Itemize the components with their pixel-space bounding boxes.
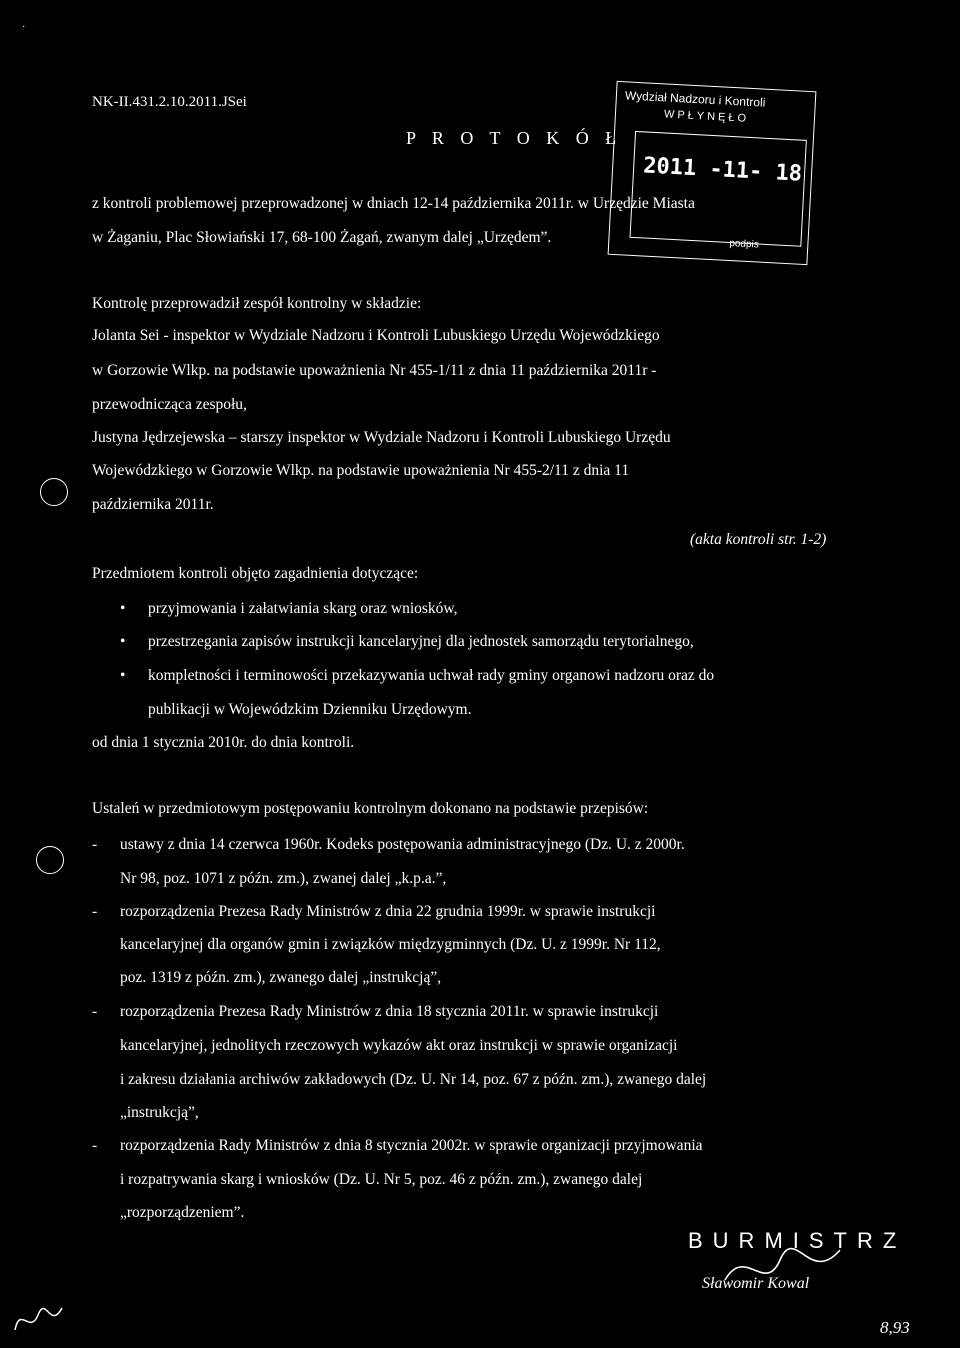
subject-item-1: przyjmowania i załatwiania skarg oraz wniosków,: [148, 600, 458, 617]
member2-line-2: Wojewódzkiego w Gorzowie Wlkp. na podstawie upoważnienia Nr 455-2/11 z dnia 11: [92, 462, 630, 479]
member1-line-1: Jolanta Sei - inspektor w Wydziale Nadzoru i Kontroli Lubuskiego Urzędu Wojewódzkiego: [92, 327, 660, 344]
document-title: P R O T O K Ó Ł: [406, 128, 623, 148]
member1-line-2: w Gorzowie Wlkp. na podstawie upoważnienia Nr 455-1/11 z dnia 11 października 2011r -: [92, 362, 657, 379]
basis-item-4-line-1: rozporządzenia Rady Ministrów z dnia 8 stycznia 2002r. w sprawie organizacji przyjmowania: [120, 1137, 703, 1154]
page-marker: 8,93: [880, 1318, 910, 1337]
stamp-received: WPŁYNĘŁO: [663, 108, 750, 125]
initials-signature: [10, 1300, 70, 1340]
basis-item-3-line-1: rozporządzenia Prezesa Rady Ministrów z dnia 18 stycznia 2011r. w sprawie instrukcji: [120, 1003, 659, 1020]
bullet-marker: •: [120, 667, 126, 684]
subject-heading: Przedmiotem kontroli objęto zagadnienia dotyczące:: [92, 565, 419, 582]
stamp-signature-label: podpis: [729, 238, 760, 251]
subject-item-2: przestrzegania zapisów instrukcji kancelaryjnej dla jednostek samorządu terytorialnego,: [148, 633, 694, 650]
basis-item-2-line-3: poz. 1319 z późn. zm.), zwanego dalej „instrukcją”,: [120, 969, 442, 986]
punch-hole: [36, 846, 64, 874]
subject-item-3-cont: publikacji w Wojewódzkim Dzienniku Urzędowym.: [148, 701, 472, 718]
dash-marker: -: [92, 903, 98, 920]
stamp-office: Wydział Nadzoru i Kontroli: [624, 88, 766, 110]
member1-line-3: przewodnicząca zespołu,: [92, 396, 247, 413]
stamp-date: 2011 -11- 18: [642, 153, 803, 187]
dash-marker: -: [92, 1137, 98, 1154]
basis-item-4-line-2: i rozpatrywania skarg i wniosków (Dz. U. Nr 5, poz. 46 z późn. zm.), zwanego dalej: [120, 1171, 643, 1188]
dash-marker: -: [92, 1003, 98, 1020]
basis-heading: Ustaleń w przedmiotowym postępowaniu kontrolnym dokonano na podstawie przepisów:: [92, 800, 649, 817]
mayor-stamp: BURMISTRZ: [688, 1228, 907, 1253]
akta-note: (akta kontroli str. 1-2): [690, 531, 827, 548]
mayor-name: Sławomir Kowal: [702, 1275, 810, 1292]
basis-item-3-line-4: „instrukcją”,: [120, 1104, 199, 1121]
subject-period: od dnia 1 stycznia 2010r. do dnia kontroli.: [92, 734, 355, 751]
bullet-marker: •: [120, 600, 126, 617]
reference-number: NK-II.431.2.10.2011.JSei: [92, 94, 247, 110]
basis-item-1-line-1: ustawy z dnia 14 czerwca 1960r. Kodeks postępowania administracyjnego (Dz. U. z 2000r.: [120, 836, 685, 853]
intro-line-2: w Żaganiu, Plac Słowiański 17, 68-100 Żagań, zwanym dalej „Urzędem”.: [92, 229, 552, 246]
subject-item-3: kompletności i terminowości przekazywania uchwał rady gminy organowi nadzoru oraz do: [148, 667, 715, 684]
team-heading: Kontrolę przeprowadził zespół kontrolny w składzie:: [92, 295, 422, 312]
mayor-signature: [720, 1240, 850, 1300]
scan-mark: ·: [22, 22, 26, 33]
basis-item-2-line-2: kancelaryjnej dla organów gmin i związków międzygminnych (Dz. U. z 1999r. Nr 112,: [120, 936, 661, 953]
basis-item-3-line-3: i zakresu działania archiwów zakładowych (Dz. U. Nr 14, poz. 67 z późn. zm.), zwanego dalej: [120, 1071, 707, 1088]
punch-hole: [40, 478, 68, 506]
basis-item-4-line-3: „rozporządzeniem”.: [120, 1204, 245, 1221]
dash-marker: -: [92, 836, 98, 853]
intro-line-1: z kontroli problemowej przeprowadzonej w dniach 12-14 października 2011r. w Urzędzie Miasta: [92, 195, 695, 212]
basis-item-3-line-2: kancelaryjnej, jednolitych rzeczowych wykazów akt oraz instrukcji w sprawie organizacji: [120, 1037, 678, 1054]
member2-line-3: października 2011r.: [92, 496, 214, 513]
member2-line-1: Justyna Jędrzejewska – starszy inspektor w Wydziale Nadzoru i Kontroli Lubuskiego Urzędu: [92, 429, 671, 446]
basis-item-1-line-2: Nr 98, poz. 1071 z późn. zm.), zwanej dalej „k.p.a.”,: [120, 870, 447, 887]
bullet-marker: •: [120, 633, 126, 650]
basis-item-2-line-1: rozporządzenia Prezesa Rady Ministrów z dnia 22 grudnia 1999r. w sprawie instrukcji: [120, 903, 656, 920]
